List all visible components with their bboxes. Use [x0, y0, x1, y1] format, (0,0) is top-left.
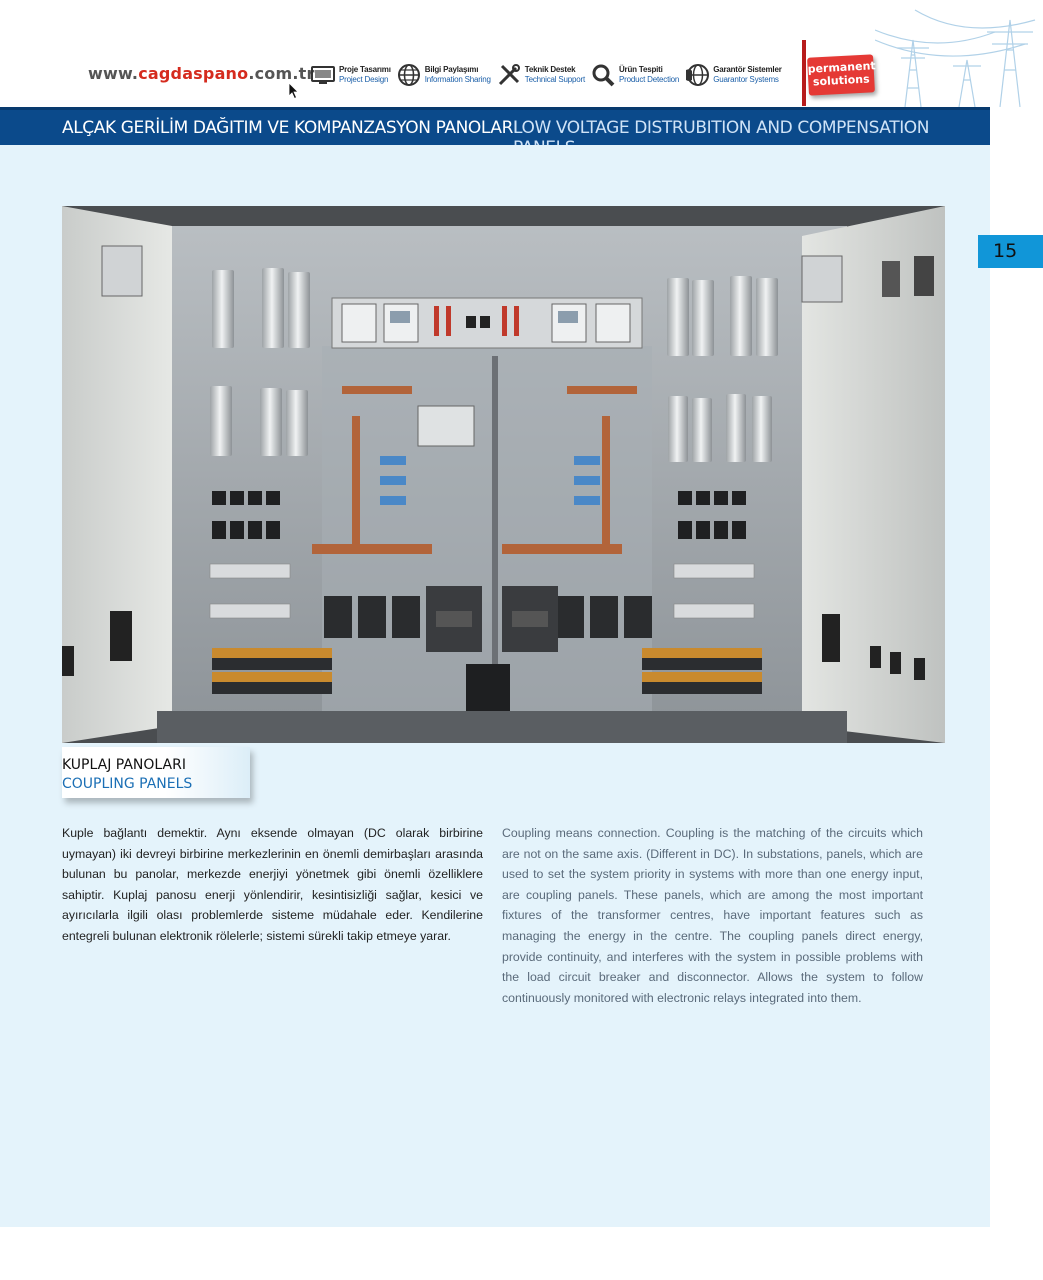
site-url-suffix: .com.tr	[248, 64, 315, 83]
magnifier-icon	[590, 62, 616, 88]
site-url-brand: cagdaspano	[138, 64, 249, 83]
service-product-detection[interactable]	[590, 62, 679, 88]
service-label-tr: Ürün Tespiti	[618, 65, 663, 74]
service-label-tr: Proje Tasarımı	[339, 65, 391, 74]
page-title-en: LOW VOLTAGE DISTRUBITION AND COMPENSATION	[513, 118, 930, 138]
service-label-en: Product Detection	[618, 75, 680, 84]
badge-line-2: solutions	[812, 72, 870, 89]
service-label-en: Information Sharing	[424, 75, 491, 84]
coupling-panel-photo	[62, 206, 945, 743]
shield-globe-icon	[684, 62, 710, 88]
section-heading-en: COUPLING PANELS	[62, 776, 193, 792]
page-title-tr: ALÇAK GERİLİM DAĞITIM VE KOMPANZASYON PANOLARI	[62, 118, 518, 138]
mouse-cursor-icon	[288, 82, 300, 100]
service-label-en: Guarantor Systems	[713, 75, 779, 84]
page-number-tab	[978, 235, 1043, 268]
service-technical-support[interactable]	[496, 62, 585, 88]
monitor-icon	[310, 62, 336, 88]
page-number: 15	[993, 240, 1018, 262]
power-towers-graphic	[875, 0, 1043, 107]
page-header	[0, 0, 1043, 107]
service-guarantor-systems[interactable]	[684, 62, 781, 88]
site-url-prefix: www.	[88, 64, 139, 83]
badge-line-1: permanent	[807, 59, 876, 76]
electrical-cabinet-illustration	[62, 206, 945, 743]
section-heading-tr: KUPLAJ PANOLARI	[62, 757, 186, 773]
services-bar	[310, 58, 787, 92]
service-label-tr: Teknik Destek	[524, 65, 576, 74]
body-text-en: Coupling means connection. Coupling is the matching of the circuits which are not on the same axis. (Different in DC). In substations, panels, which are used to set the system priority in systems with more than one energy input, are coupling panels. These panels, which are among the most important fixtures of the transformer centres, have important features such as managing the energy in the centre. The coupling panels direct energy, provide continuity, and interferes with the system in possible problems with the load circuit breaker and disconnector. Allows the system to follow continuously monitored with electronic relays integrated into them.	[502, 826, 923, 1005]
globe-icon	[396, 62, 422, 88]
service-label-en: Project Design	[339, 75, 389, 84]
service-label-en: Technical Support	[524, 75, 585, 84]
service-information-sharing[interactable]	[396, 62, 491, 88]
permanent-solutions-badge	[807, 54, 875, 95]
body-text-tr: Kuple bağlantı demektir. Aynı eksende olmayan (DC olarak birbirine uymayan) iki devreyi birbirine merkezlerinin en önemli demirbaşları arasında bulunan bu panolar, merkezde enerjiyi yönetmek gibi önemli özelliklere sahiptir. Kuplaj panosu enerji yönlendirir, kesintisizliği sağlar, kesici ve ayırıcılarla ilgili olası problemlerde sisteme müdahale eder. Kendilerine entegreli bulunan elektronik rölelerle; sistemi sürekli takip etmeye yarar.	[62, 826, 483, 943]
title-band	[0, 107, 990, 145]
tools-icon	[496, 62, 522, 88]
service-label-tr: Garantör Sistemler	[713, 65, 782, 74]
service-project-design[interactable]	[310, 62, 391, 88]
service-label-tr: Bilgi Paylaşımı	[424, 65, 479, 74]
site-url[interactable]	[88, 64, 315, 83]
badge-divider	[802, 40, 806, 106]
section-heading-box	[62, 747, 250, 798]
